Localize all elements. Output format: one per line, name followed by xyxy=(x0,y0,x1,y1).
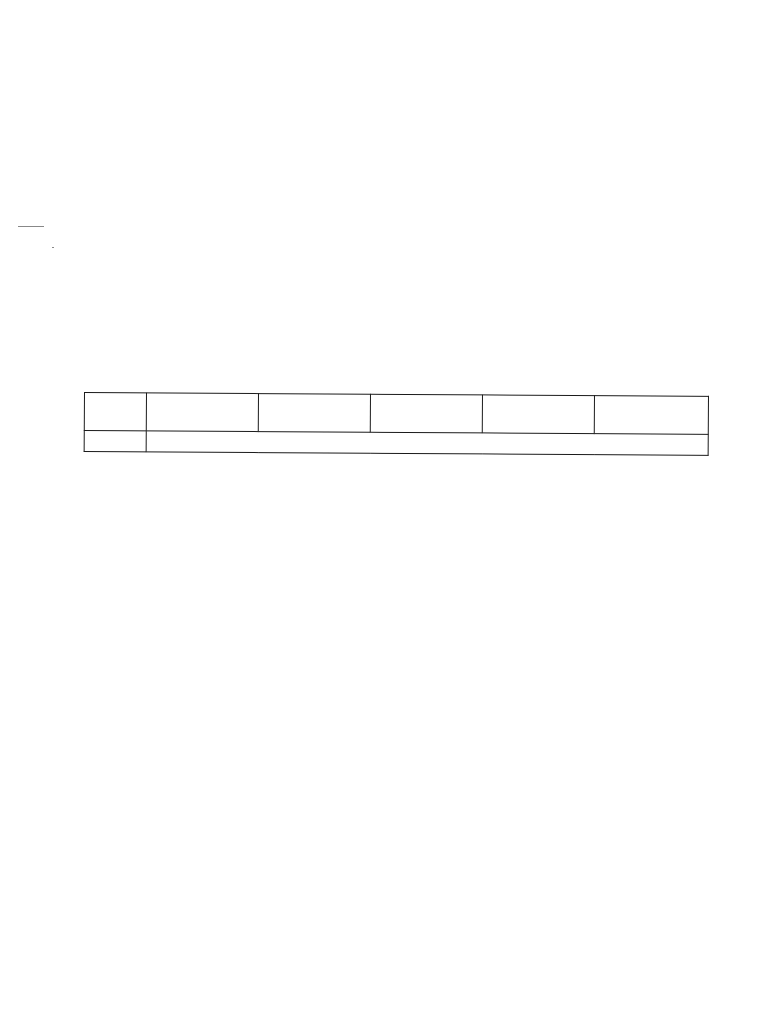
scan-artifact xyxy=(52,247,54,248)
corner-cell xyxy=(84,393,146,431)
schedule-table xyxy=(84,392,709,456)
break-cell xyxy=(146,431,708,455)
day-header xyxy=(482,395,594,434)
scan-artifact xyxy=(18,226,44,227)
day-header xyxy=(370,394,482,433)
day-header xyxy=(594,396,708,435)
break-row xyxy=(84,431,708,456)
day-header xyxy=(146,393,258,432)
break-cell xyxy=(84,431,146,452)
day-header-row xyxy=(84,393,708,435)
day-header xyxy=(258,394,370,433)
